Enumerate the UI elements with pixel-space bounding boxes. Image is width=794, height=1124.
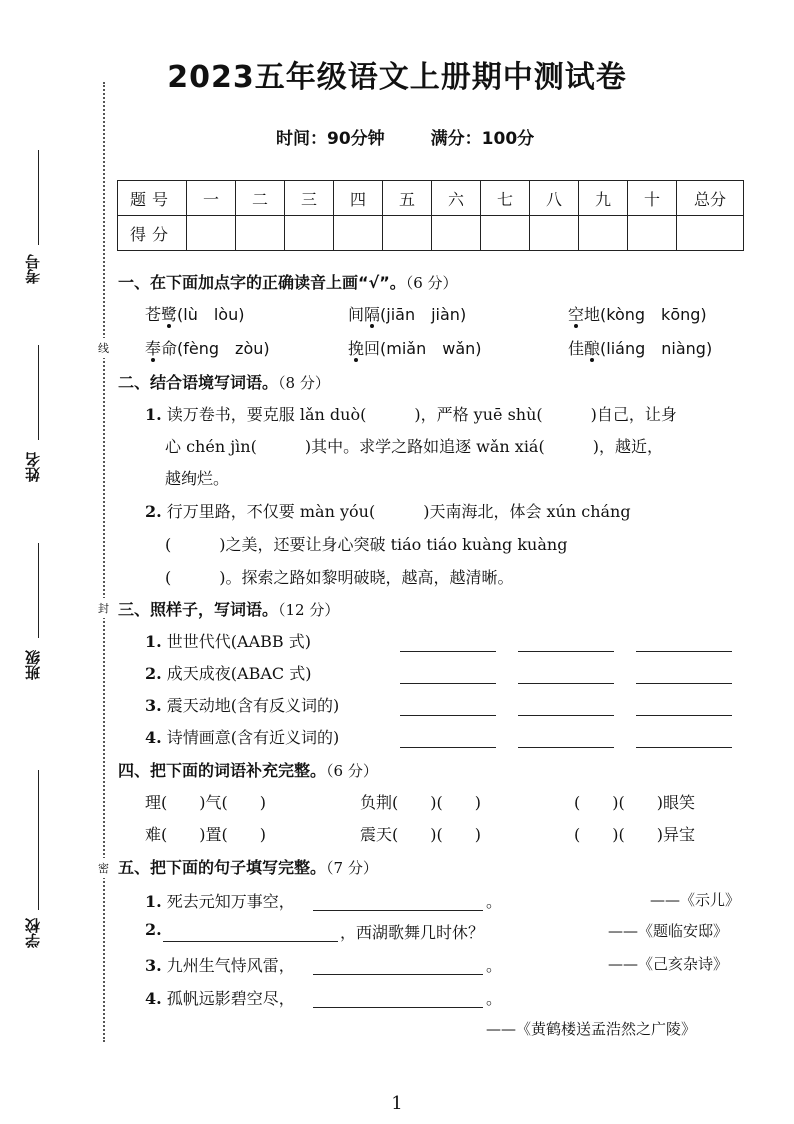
q2-1-line-1: 1. 读万卷书，要克服 lǎn duò( )，严格 yuē shù( )自己，让身 <box>145 405 677 424</box>
page-number: 1 <box>391 1093 403 1114</box>
time-label: 时间：90分钟 <box>276 129 385 149</box>
score-cell[interactable] <box>628 216 677 251</box>
page-title: 2023五年级语文上册期中测试卷 <box>167 60 627 95</box>
answer-line[interactable] <box>636 715 732 716</box>
pinyin-options[interactable]: (jiān jiàn) <box>380 305 467 324</box>
section-2-points: （8 分） <box>278 374 330 392</box>
section-1-title-text: 一、在下面加点字的正确读音上画“√”。 <box>118 273 406 292</box>
pinyin-item: 奉命(fèng zòu) <box>145 339 270 358</box>
section-3-points: （12 分） <box>278 601 340 619</box>
seal-mark-secret: 密 <box>98 858 109 878</box>
score-cell[interactable] <box>432 216 481 251</box>
exam-info <box>276 124 580 149</box>
poem-answer-line[interactable] <box>313 974 483 975</box>
pinyin-options[interactable]: (fèng zòu) <box>177 339 270 358</box>
pinyin-item: 间隔(jiān jiàn) <box>348 305 467 324</box>
q2-2-line-2: ( )之美，还要让身心突破 tiáo tiáo kuàng kuàng <box>165 535 568 554</box>
section-3-title-text: 三、照样子，写词语。 <box>118 600 279 619</box>
poem-source: ——《题临安邸》 <box>608 922 729 940</box>
q3-item: 4. 诗情画意(含有近义词的) <box>145 728 340 747</box>
score-cell[interactable] <box>530 216 579 251</box>
answer-line[interactable] <box>518 715 614 716</box>
idiom-fill[interactable]: 理( )气( ) <box>145 793 266 812</box>
idiom-fill[interactable]: 难( )置( ) <box>145 825 266 844</box>
idiom-fill[interactable]: 负荆( )( ) <box>360 793 481 812</box>
answer-line[interactable] <box>636 683 732 684</box>
poem-end-mark: 。 <box>486 956 503 975</box>
q2-1-line-3: 越绚烂。 <box>165 469 230 488</box>
score-table <box>117 180 744 251</box>
section-2-title-text: 二、结合语境写词语。 <box>118 373 279 392</box>
seal-mark-line: 线 <box>98 338 109 358</box>
school-line <box>38 770 39 910</box>
poem-end-mark: 。 <box>486 989 503 1008</box>
poem-answer-line[interactable] <box>313 910 483 911</box>
score-col: 二 <box>236 181 285 216</box>
score-col: 十 <box>628 181 677 216</box>
section-5-points: （7 分） <box>326 859 378 877</box>
score-table-header-row <box>118 181 744 216</box>
pinyin-item: 挽回(miǎn wǎn) <box>348 339 482 358</box>
score-cell[interactable] <box>383 216 432 251</box>
pinyin-item: 佳酿(liáng niàng) <box>568 339 713 358</box>
score-col: 五 <box>383 181 432 216</box>
class-line <box>38 543 39 638</box>
name-line <box>38 345 39 440</box>
poem-line-text: ，西湖歌舞几时休？ <box>340 923 485 942</box>
idiom-fill[interactable]: ( )( )异宝 <box>574 825 695 844</box>
question-number-header: 题号 <box>118 181 187 216</box>
answer-line[interactable] <box>400 715 496 716</box>
poem-end-mark: 。 <box>486 892 503 911</box>
score-col: 八 <box>530 181 579 216</box>
poem-answer-line[interactable] <box>163 941 338 942</box>
q3-item: 2. 成天成夜(ABAC 式) <box>145 664 312 683</box>
answer-line[interactable] <box>636 651 732 652</box>
school-label: 学校 <box>24 918 42 948</box>
binding-dotted-line <box>103 82 105 1042</box>
q3-item: 1. 世世代代(AABB 式) <box>145 632 311 651</box>
score-table-score-row <box>118 216 744 251</box>
exam-number-label: 考号 <box>24 254 42 284</box>
score-header: 得分 <box>118 216 187 251</box>
poem-source: ——《示儿》 <box>650 891 741 909</box>
score-label: 满分：100分 <box>430 129 535 149</box>
q2-2-line-1: 2. 行万里路，不仅要 màn yóu( )天南海北，体会 xún cháng <box>145 502 631 521</box>
answer-line[interactable] <box>636 747 732 748</box>
score-cell[interactable] <box>579 216 628 251</box>
answer-line[interactable] <box>400 683 496 684</box>
answer-line[interactable] <box>518 747 614 748</box>
pinyin-options[interactable]: (liáng niàng) <box>600 339 713 358</box>
pinyin-options[interactable]: (lù lòu) <box>177 305 245 324</box>
score-cell[interactable] <box>187 216 236 251</box>
pinyin-item: 苍鹭(lù lòu) <box>145 305 245 324</box>
section-1-points: （6 分） <box>405 274 458 292</box>
section-4-title-text: 四、把下面的词语补充完整。 <box>118 761 327 780</box>
pinyin-options[interactable]: (kòng kōng) <box>600 305 707 324</box>
answer-line[interactable] <box>518 651 614 652</box>
poem-source: ——《己亥杂诗》 <box>608 955 729 973</box>
score-col: 六 <box>432 181 481 216</box>
seal-mark-seal: 封 <box>98 598 109 618</box>
section-3-title <box>118 597 339 620</box>
score-cell[interactable] <box>481 216 530 251</box>
name-label: 姓名 <box>24 452 42 482</box>
idiom-fill[interactable]: ( )( )眼笑 <box>574 793 695 812</box>
score-col: 七 <box>481 181 530 216</box>
score-cell[interactable] <box>236 216 285 251</box>
score-col: 四 <box>334 181 383 216</box>
total-score-col: 总分 <box>677 181 744 216</box>
section-4-points: （6 分） <box>326 762 378 780</box>
pinyin-options[interactable]: (miǎn wǎn) <box>380 339 482 358</box>
pinyin-item: 空地(kòng kōng) <box>568 305 707 324</box>
answer-line[interactable] <box>400 651 496 652</box>
section-5-title <box>118 855 378 878</box>
poem-source: ——《黄鹤楼送孟浩然之广陵》 <box>486 1020 697 1038</box>
poem-answer-line[interactable] <box>313 1007 483 1008</box>
section-1-title <box>118 270 458 293</box>
idiom-fill[interactable]: 震天( )( ) <box>360 825 481 844</box>
class-label: 班级 <box>24 650 42 680</box>
section-2-title <box>118 370 330 393</box>
poem-item: 4. 孤帆远影碧空尽， <box>145 989 295 1008</box>
score-col: 九 <box>579 181 628 216</box>
q2-2-line-3: ( )。探索之路如黎明破晓，越高，越清晰。 <box>165 568 514 587</box>
score-cell[interactable] <box>334 216 383 251</box>
score-cell[interactable] <box>285 216 334 251</box>
section-5-title-text: 五、把下面的句子填写完整。 <box>118 858 327 877</box>
poem-item: 1. 死去元知万事空， <box>145 892 295 911</box>
poem-item: 2. <box>145 920 162 939</box>
section-4-title <box>118 758 378 781</box>
answer-line[interactable] <box>400 747 496 748</box>
poem-item: 3. 九州生气恃风雷， <box>145 956 295 975</box>
score-col: 一 <box>187 181 236 216</box>
q3-item: 3. 震天动地(含有反义词的) <box>145 696 340 715</box>
score-cell[interactable] <box>677 216 744 251</box>
score-col: 三 <box>285 181 334 216</box>
answer-line[interactable] <box>518 683 614 684</box>
exam-number-line <box>38 150 39 245</box>
q2-1-line-2: 心 chén jìn( )其中。求学之路如追逐 wǎn xiá( )，越近， <box>165 437 663 456</box>
